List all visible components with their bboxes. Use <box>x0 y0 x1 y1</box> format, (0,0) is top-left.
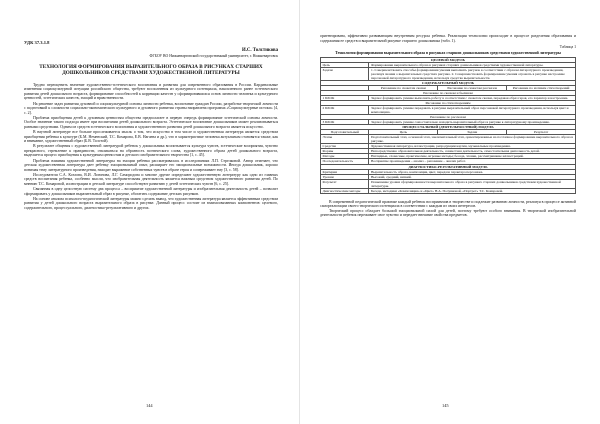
row-label: Этапы <box>321 135 369 144</box>
content-subheader: Рисование по рассказам <box>321 115 576 120</box>
page-number-right: 145 <box>442 403 449 408</box>
block-label: 2 БЛОК <box>321 105 369 114</box>
block-text: Задача: формировать умение передавать в рисунке выразительный образ персонажей литературного произведения, используя цвет и композицию. <box>369 105 576 114</box>
row-text: Наглядные, словесные, практические, игровые методы; беседа, чтение, рассматривание иллюстраций. <box>369 154 576 159</box>
row-text: Выразительность образа, композиция, цвет, передача характера персонажа. <box>369 169 576 174</box>
row-label: Последовательность <box>321 159 369 164</box>
body-paragraph: Трудно переоценить значение художественно-эстетического воспитания и развития для современного образования в России. Кардинальные изменения социокультурной ситуации российского общества, требуют восполнения из культурного потенциала, накопленного ранее эстетического развития детей дошкольного возраста, формирование способностей к коррекции качеств у сформировавшихся основ личности человека и культурного ценностей, эстетических качеств, эмоций и нравственности. <box>24 82 278 101</box>
row-label: Уровни <box>321 174 369 179</box>
row-label: Методы <box>321 154 369 159</box>
udk-code: УДК 37.3.1.8 <box>24 40 50 45</box>
row-text: 1. Совершенствовать способы формирования умения выполнять рисунок в соответствии с образом литературного произведения, реализуя знания о выразительных средствах рисунка. 2. Совершенствовать формирование умения отражать в рисунке настроение персонажей литературного произведения, используя средства выразительности. <box>369 67 576 80</box>
page-number-left: 144 <box>146 403 153 408</box>
continued-paragraph: ориентирована, эффективно развивающим внутренним ресурсы ребенка. Реализация технологии происходит в процессе разделения образования и содержания ее средств и выразительной рисунке старшего дошкольника (табл. 1). <box>320 34 576 43</box>
row-text: Беседа, методики «Композиция» и «Цвет» Н.А. Полуяновой, «Портрет» Т.С. Комаровой. <box>369 188 576 193</box>
technology-table <box>320 57 576 194</box>
content-header: Рисование по мотивам стихотворений <box>507 85 576 90</box>
article-title: ТЕХНОЛОГИЯ ФОРМИРОВАНИЯ ВЫРАЗИТЕЛЬНОГО ОБРАЗА В РИСУНКАХ СТАРШИХ ДОШКОЛЬНИКОВ СРЕДСТВАМИ ХУДОЖЕСТВЕННОЙ ЛИТЕРАТУРЫ <box>39 64 263 77</box>
row-label: Формы <box>321 149 369 154</box>
row-text: Восприятие произведения – анализ – рисование – анализ работ. <box>369 159 576 164</box>
row-text: Художественная литература, иллюстрации, репродукции картин, музыкальные произведения. <box>369 144 576 149</box>
author-name: И.С. Толстикова <box>241 48 278 53</box>
block-label: 1 БЛОК <box>321 95 369 100</box>
content-subheader: Рисование по стихотворениям <box>321 100 576 105</box>
row-label: Средства <box>321 144 369 149</box>
body-paragraph: Исследователи С.А. Козлова, В.И. Логинова, Л.Г. Самородова и многие другие определяют художественную литературу как одно из главных средств воспитания ребенка, особенно мысли, что изобразительная деятельность является важным средством художественного развития детей. По мнению Т.С. Комаровой, иллюстрации в детской литературе способствуют развитию у детей эстетических чувств [6, с. 25]. <box>24 172 278 186</box>
row-label: Результат <box>321 179 369 188</box>
body-paragraph: В современной педагогической практике каждый ребенок восприимчив в творчестве и подлежит развитию личности, реализуя в процессе активной самореализации своего творческого потенциала в соответствии с каждым из своих интересов. <box>320 199 576 209</box>
content-subheader: Рисование по сказкам и былинам <box>321 90 576 95</box>
content-header: Рисование по сюжетам рассказов <box>438 85 507 90</box>
body-paragraph: На решение задач развития духовной и социокультурной основы личности ребенка, воспитание граждан России, разработке творческой личности с подготовкой к сложности социально-экономического культурного и духовного развития страны направлена программа «Социокультурные истоки» [4, с. 2]. <box>24 101 278 115</box>
row-text: Высокий, средний, низкий. <box>369 174 576 179</box>
process-header: Подготовительный <box>321 130 369 135</box>
block-text: Задача: формировать умение выполнять работу в соответствии с сюжетом сказки, передавая образ героя, его характер и настроение. <box>369 95 576 100</box>
section-content: СОДЕРЖАТЕЛЬНЫЙ МОДУЛЬ <box>321 80 576 85</box>
author-affiliation: ФГБОУ ВО Нижневартовский государственный университет, г. Нижневартовск <box>149 54 278 58</box>
body-paragraph: В результате общения с художественной литературой ребенок у дошкольника воспитывается культура чувств, эстетические восприятия, чувство прекрасного, стремление к правдивости, откликаться на образность поэтического слова, художественного образа детей дошкольного возраста, выделяется процесс приобщения к культурным ценностям и детского изобразительного творчества [1, с. 45]. <box>24 144 278 158</box>
body-paragraph: На основе анализа психолого-педагогической литературы можно сделать вывод, что художественная литература является эффективным средством развития у детей дошкольного возраста выразительного образа в рисунке. Данный процесс состоит из взаимосвязанных компонентов: целевого, содержательного, процессуального, диагностико-результативного и других. <box>24 196 278 210</box>
table-caption: Таблица 1 <box>559 45 576 50</box>
process-header: Цель <box>369 130 438 135</box>
right-page <box>300 0 600 424</box>
table-title: Технология формирования выразительного образа в рисунках старших дошкольников средствами художественной литературы <box>335 51 561 56</box>
row-label: Задачи <box>321 67 369 80</box>
row-label: Диагностические методы <box>321 188 369 193</box>
body-paragraph: В научной литературе все больше прослеживается мысль о том, что искусство в том числе и художественная литература является средством приобщения ребенка к культуре (Б.М. Неменский, Т.С. Комарова, Е.В. Нагаева и др.), что в характеристике человека актуальным становятся также, как и внимание, художественный образ (Б.В. Толстой). <box>24 130 278 144</box>
row-text: Непосредственно образовательная деятельность, совместная деятельность, самостоятельная деятельность детей. <box>369 149 576 154</box>
section-diagnostic: ДИАГНОСТИКО-РЕЗУЛЬТАТИВНЫЙ МОДУЛЬ <box>321 164 576 169</box>
body-paragraph: Связанная в одну целостную систему два процесса – восприятие художественной литературы и изобразительная деятельность детей – позволит сформировать у дошкольников выразительный образ в рисунке, обогатить содержание детских рисунков. <box>24 187 278 196</box>
row-text: Повышение уровня сформированности выразительного образа в рисунках старших дошкольников средствами художественной литературы. <box>369 179 576 188</box>
row-text: Подготовительный этап, основной этап, заключительный этап, ориентированные на поэтапное формирование выразительного образа в рисунке. <box>369 135 576 144</box>
row-text: Формирование выразительного образа в рисунках старших дошкольников средствами художественной литературы. <box>369 62 576 67</box>
section-target: ЦЕЛЕВОЙ МОДУЛЬ <box>321 57 576 62</box>
process-header: Задачи <box>438 130 507 135</box>
process-header: Результат <box>507 130 576 135</box>
block-label: 3 БЛОК <box>321 120 369 125</box>
block-text: Задача: формировать умение самостоятельно находить выразительный образ в рисунке к литературному произведению. <box>369 120 576 125</box>
section-process: ПРОЦЕССУАЛЬНЫЙ (ДЕЯТЕЛЬНОСТНЫЙ) МОДУЛЬ <box>321 125 576 130</box>
body-paragraph: Проблема влияния художественной литературы на эмоции ребенка рассматривалась в исследованиях Л.П. Стрелковой. Автор отмечает, что детская художественная литература дает ребенку эмоциональный опыт, расширяет его эмоциональные возможности. Иногда дошкольник, хорошо понимая тему литературного произведения, находит выражение собственных чувств в образе героя и сопереживает ему [3, с. 58]. <box>24 158 278 172</box>
body-paragraph: Проблема приобщения детей к духовным ценностям общества предполагает в первую очередь формирование эстетической основы личности. Особое значение такого подхода имеет при воспитании детей дошкольного возраста. Эстетическое воспитание дошкольников может реализовываться разными средствами. Одним из средств эстетического воспитания и художественного развития детей дошкольного возраста является искусство. <box>24 115 278 129</box>
body-paragraph: Творческий процесс обладает большой эмоциональной силой для детей, поэтому требуют особого внимания. В творческой изобразительной деятельности ребенок переживает свое чувство и передает внешние свойства предметов. <box>320 208 576 218</box>
row-label: Критерии <box>321 169 369 174</box>
row-label: Цель <box>321 62 369 67</box>
content-header: Рисование по сюжетам сказки <box>369 85 438 90</box>
